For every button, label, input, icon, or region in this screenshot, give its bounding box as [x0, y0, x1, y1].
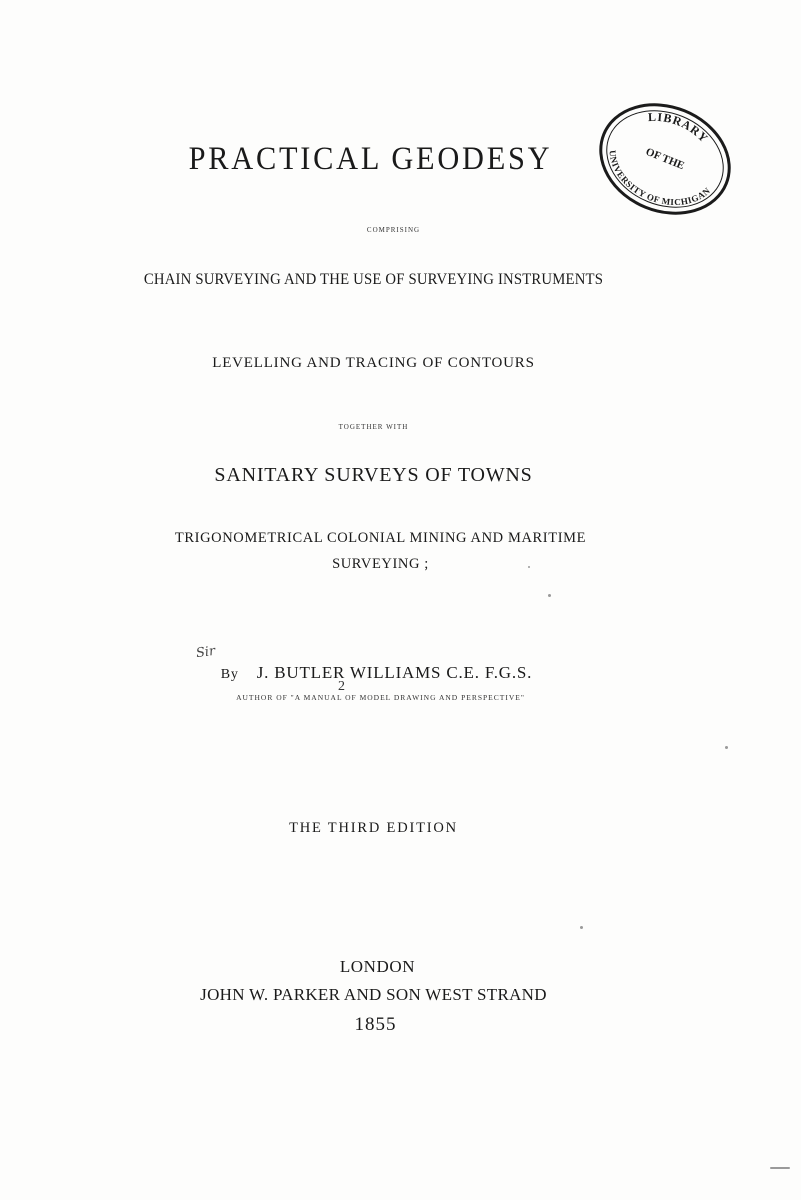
- scan-speck: [548, 594, 551, 597]
- stamp-middle-text: OF THE: [643, 145, 687, 173]
- author-line: [0, 663, 777, 683]
- together-with-label: TOGETHER WITH: [338, 423, 409, 431]
- handwritten-sir-annotation: Sir: [195, 643, 217, 662]
- scan-speck: [725, 746, 728, 749]
- subject-line-trigonometrical: TRIGONOMETRICAL COLONIAL MINING AND MARITIME: [174, 530, 587, 546]
- imprint-publisher: JOHN W. PARKER AND SON WEST STRAND: [200, 985, 547, 1004]
- handwritten-number-annotation: 2: [338, 679, 345, 694]
- imprint-year: 1855: [354, 1014, 397, 1035]
- subject-line-sanitary-surveys: SANITARY SURVEYS OF TOWNS: [214, 464, 533, 486]
- subject-line-chain-surveying: CHAIN SURVEYING AND THE USE OF SURVEYING INSTRUMENTS: [143, 271, 604, 288]
- author-name: J. BUTLER WILLIAMS C.E. F.G.S.: [256, 663, 533, 682]
- stamp-top-text: LIBRARY: [647, 109, 712, 146]
- scan-speck: [580, 926, 583, 929]
- comprising-label: COMPRISING: [366, 226, 421, 234]
- by-label: By: [220, 667, 239, 682]
- book-title: PRACTICAL GEODESY: [188, 141, 553, 177]
- subject-line-levelling: LEVELLING AND TRACING OF CONTOURS: [212, 355, 535, 371]
- stamp-bottom-text: UNIVERSITY OF MICHIGAN: [607, 149, 713, 208]
- scan-speck: [770, 1167, 790, 1169]
- author-credit: AUTHOR OF "A MANUAL OF MODEL DRAWING AND PERSPECTIVE": [236, 693, 525, 702]
- library-stamp-icon: [590, 92, 740, 227]
- scan-speck: [528, 566, 530, 568]
- subject-line-surveying: SURVEYING ;: [332, 556, 429, 572]
- imprint-city: LONDON: [339, 957, 416, 976]
- edition-label: THE THIRD EDITION: [289, 820, 458, 836]
